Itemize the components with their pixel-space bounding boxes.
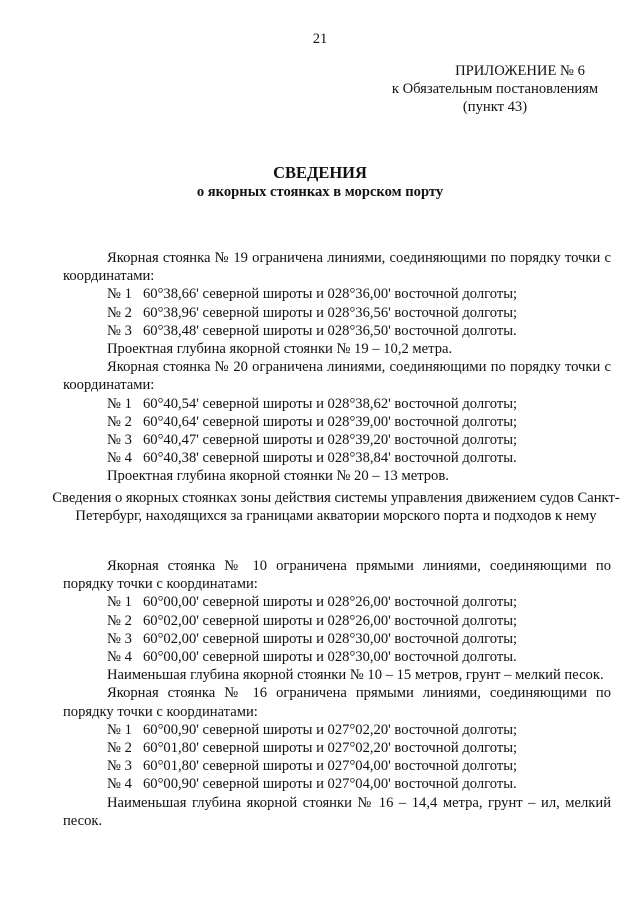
- coordinate-point: [63, 413, 611, 431]
- point-coords: 60°40,64' северной широты и 028°39,00' восточной долготы;: [143, 413, 518, 430]
- coordinate-point: [63, 757, 611, 775]
- port-anchorages-block: [63, 249, 611, 486]
- coordinate-point: [63, 775, 611, 793]
- point-number: № 3: [107, 432, 132, 449]
- point-number: № 4: [107, 776, 132, 793]
- point-number: № 1: [107, 721, 132, 738]
- point-number: № 3: [107, 758, 132, 775]
- point-number: № 2: [107, 304, 132, 321]
- page-number: 21: [312, 31, 328, 47]
- title-subtitle: о якорных стоянках в морском порту: [196, 184, 444, 200]
- coordinate-point: [63, 285, 611, 303]
- coordinate-point: [63, 322, 611, 340]
- point-coords: 60°40,54' северной широты и 028°38,62' восточной долготы;: [143, 395, 518, 412]
- vts-section-heading: Сведения о якорных стоянках зоны действия системы управления движением судов Санкт-Петербург, находящихся за границами акватории морского порта и подходов к нему: [52, 490, 620, 525]
- coordinate-point: [63, 304, 611, 322]
- point-number: № 3: [107, 630, 132, 647]
- coordinate-point: [63, 612, 611, 630]
- vts-anchorages-block: [63, 557, 611, 830]
- point-coords: 60°02,00' северной широты и 028°30,00' восточной долготы;: [143, 630, 518, 647]
- point-coords: 60°38,48' северной широты и 028°36,50' восточной долготы.: [143, 322, 517, 339]
- point-number: № 1: [107, 286, 132, 303]
- point-number: № 1: [107, 594, 132, 611]
- point-coords: 60°00,90' северной широты и 027°04,00' восточной долготы.: [143, 776, 517, 793]
- appendix-reference: к Обязательным постановлениям: [391, 81, 599, 98]
- point-number: № 4: [107, 450, 132, 467]
- point-coords: 60°02,00' северной широты и 028°26,00' восточной долготы;: [143, 612, 518, 629]
- coordinate-point: [63, 395, 611, 413]
- document-title: [0, 163, 640, 201]
- anchorage-19-depth: Проектная глубина якорной стоянки № 19 – 10,2 метра.: [107, 341, 453, 358]
- anchorage-20-depth: Проектная глубина якорной стоянки № 20 – 13 метров.: [107, 468, 449, 485]
- point-coords: 60°01,80' северной широты и 027°04,00' восточной долготы;: [143, 758, 518, 775]
- coordinate-point: [63, 648, 611, 666]
- anchorage-16-depth: Наименьшая глубина якорной стоянки № 16 – 14,4 метра, грунт – ил, мелкий песок.: [63, 794, 611, 829]
- coordinate-point: [63, 449, 611, 467]
- title-main: СВЕДЕНИЯ: [273, 163, 367, 182]
- point-coords: 60°38,66' северной широты и 028°36,00' восточной долготы;: [143, 286, 518, 303]
- anchorage-20-intro: Якорная стоянка № 20 ограничена линиями, соединяющими по порядку точки с координатами:: [63, 359, 611, 394]
- point-number: № 2: [107, 612, 132, 629]
- anchorage-19-intro: Якорная стоянка № 19 ограничена линиями, соединяющими по порядку точки с координатами:: [63, 250, 611, 285]
- coordinate-point: [63, 721, 611, 739]
- point-coords: 60°00,00' северной широты и 028°26,00' восточной долготы;: [143, 594, 518, 611]
- point-coords: 60°00,90' северной широты и 027°02,20' восточной долготы;: [143, 721, 518, 738]
- point-number: № 3: [107, 322, 132, 339]
- point-number: № 4: [107, 649, 132, 666]
- appendix-title: ПРИЛОЖЕНИЕ № 6: [455, 63, 585, 79]
- point-coords: 60°01,80' северной широты и 027°02,20' восточной долготы;: [143, 740, 518, 757]
- point-coords: 60°40,47' северной широты и 028°39,20' восточной долготы;: [143, 432, 518, 449]
- point-number: № 2: [107, 413, 132, 430]
- coordinate-point: [63, 431, 611, 449]
- anchorage-10-intro: Якорная стоянка № 10 ограничена прямыми линиями, соединяющими по порядку точки с координатами:: [63, 558, 611, 593]
- coordinate-point: [63, 630, 611, 648]
- appendix-clause: (пункт 43): [462, 99, 528, 116]
- anchorage-10-depth: Наименьшая глубина якорной стоянки № 10 – 15 метров, грунт – мелкий песок.: [107, 667, 604, 684]
- point-coords: 60°38,96' северной широты и 028°36,56' восточной долготы;: [143, 304, 518, 321]
- point-number: № 1: [107, 395, 132, 412]
- appendix-header: [380, 62, 610, 117]
- point-coords: 60°00,00' северной широты и 028°30,00' восточной долготы.: [143, 649, 517, 666]
- anchorage-16-intro: Якорная стоянка № 16 ограничена прямыми линиями, соединяющими по порядку точки с координатами:: [63, 685, 611, 720]
- coordinate-point: [63, 593, 611, 611]
- point-number: № 2: [107, 740, 132, 757]
- coordinate-point: [63, 739, 611, 757]
- point-coords: 60°40,38' северной широты и 028°38,84' восточной долготы.: [143, 450, 517, 467]
